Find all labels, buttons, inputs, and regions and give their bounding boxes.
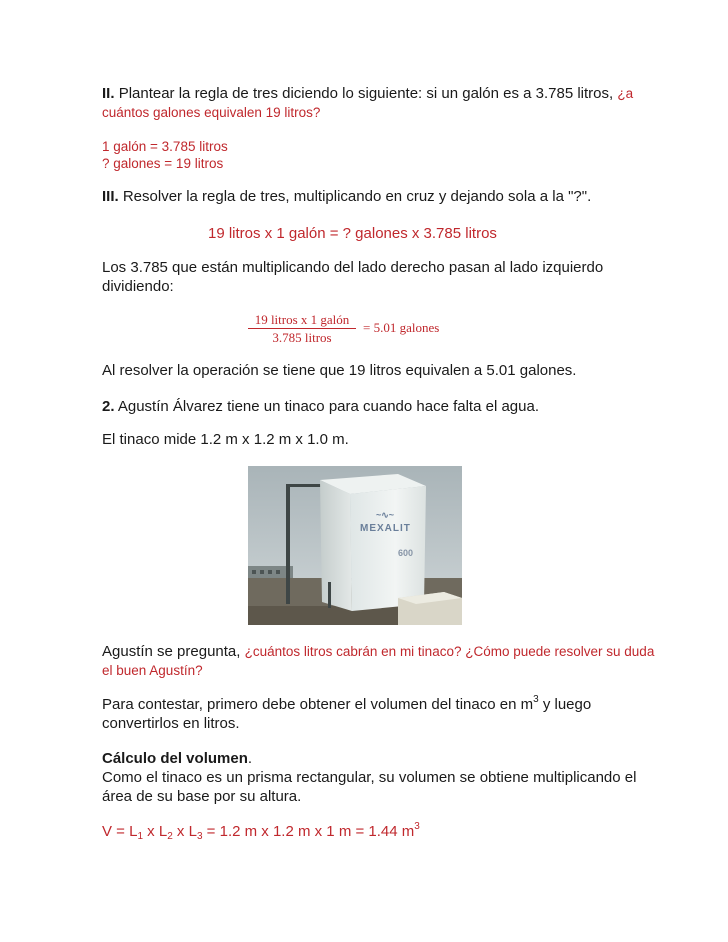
step-3-text: Resolver la regla de tres, multiplicando en cruz y dejando sola a la "?". [122, 188, 592, 205]
tank-number-text: 600 [398, 548, 414, 558]
explanation-paragraph: Los 3.785 que están multiplicando del lado derecho pasan al lado izquierdo dividiendo: [102, 259, 604, 295]
volume-heading: Cálculo del volumen [102, 750, 248, 767]
volume-heading-dot: . [247, 750, 253, 767]
fraction-denominator: 3.785 litros [272, 330, 332, 345]
volume-heading-line [102, 749, 662, 768]
step-3-label: III. [102, 188, 119, 205]
formula-sub-2: 2 [167, 831, 173, 842]
step-2-question: ¿a cuántos galones equivalen 19 litros? [102, 86, 634, 120]
conclusion-paragraph: Al resolver la operación se tiene que 19 litros equivalen a 5.01 galones. [102, 362, 577, 379]
tank-size-paragraph: El tinaco mide 1.2 m x 1.2 m x 1.0 m. [102, 431, 349, 448]
water-tank-illustration [248, 466, 462, 625]
formula-rest: = 1.2 m x 1.2 m x 1 m = 1.44 m [202, 823, 415, 840]
formula-sub-3: 3 [196, 831, 203, 842]
problem-2-text: Agustín Álvarez tiene un tinaco para cuando hace falta el agua. [117, 398, 539, 415]
question-text: ¿cuántos litros cabrán en mi tinaco? ¿Cómo puede resolver su duda el buen Agustín? [102, 644, 655, 678]
answer-paragraph [102, 695, 662, 733]
answer-text-a: Para contestar, primero debe obtener el volumen del tinaco en m [102, 696, 534, 713]
problem-2-paragraph [102, 397, 662, 416]
rule-of-three [102, 138, 662, 172]
volume-formula [102, 822, 420, 841]
answer-exponent: 3 [533, 694, 539, 705]
formula-v: V = L [102, 823, 138, 840]
problem-2-label: 2. [102, 398, 115, 415]
tank-brand-text: MEXALIT [360, 523, 411, 534]
tank-logo-glyph: ~∿~ [376, 510, 395, 520]
formula-exponent: 3 [414, 821, 420, 832]
fraction-result: = 5.01 galones [363, 320, 440, 335]
rule-line-2: ? galones = 19 litros [102, 156, 224, 171]
water-tank-photo [248, 466, 462, 625]
volume-text: Como el tinaco es un prisma rectangular, su volumen se obtiene multiplicando el área de su base por su altura. [102, 769, 637, 805]
formula-sub-1: 1 [137, 831, 144, 842]
step-2-text: Plantear la regla de tres diciendo lo siguiente: si un galón es a 3.785 litros, [118, 85, 614, 102]
fraction-numerator: 19 litros x 1 galón [248, 312, 356, 329]
step-3-paragraph [102, 187, 662, 206]
question-paragraph [102, 642, 662, 680]
formula-x2: x L [172, 823, 197, 840]
formula-x1: x L [143, 823, 168, 840]
answer-text-b: y luego convertirlos en litros. [102, 696, 592, 732]
volume-section [102, 749, 662, 806]
cross-equation: 19 litros x 1 galón = ? galones x 3.785 litros [208, 225, 497, 242]
step-2-paragraph [102, 84, 662, 122]
rule-line-1: 1 galón = 3.785 litros [102, 139, 228, 154]
fraction [248, 312, 356, 345]
step-2-label: II. [102, 85, 115, 102]
question-prefix: Agustín se pregunta, [102, 643, 241, 660]
